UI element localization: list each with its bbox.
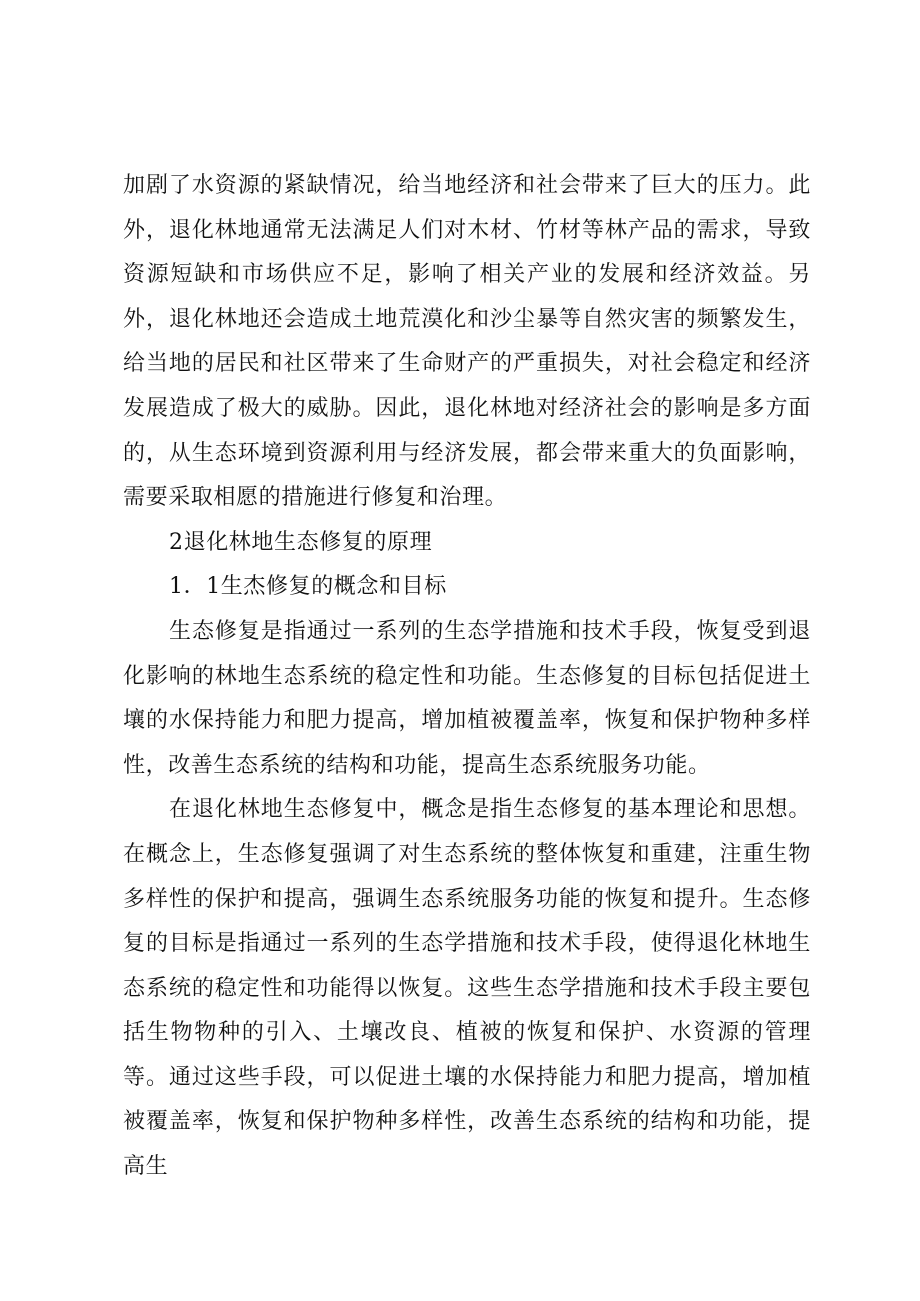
document-body: [123, 164, 811, 1190]
subsection-heading: 1．1生杰修复的概念和目标: [169, 574, 447, 600]
paragraph-concept: 在退化林地生态修复中，概念是指生态修复的基本理论和思想。在概念上，生态修复强调了对生态系统的整体恢复和重建，注重生物多样性的保护和提高，强调生态系统服务功能的恢复和提升。生态修复的目标是指通过一系列的生态学措施和技术手段，使得退化林地生态系统的稳定性和功能得以恢复。这些生态学措施和技术手段主要包括生物物种的引入、土壤改良、植被的恢复和保护、水资源的管理等。通过这些手段，可以促进土壤的水保持能力和肥力提高，增加植被覆盖率，恢复和保护物种多样性，改善生态系统的结构和功能，提高生: [123, 797, 811, 1180]
paragraph-continuation: 加剧了水资源的紧缺情况，给当地经济和社会带来了巨大的压力。此外，退化林地通常无法满足人们对木材、竹材等林产品的需求，导致资源短缺和市场供应不足，影响了相关产业的发展和经济效益。另外，退化林地还会造成土地荒漠化和沙尘暴等自然灾害的频繁发生，给当地的居民和社区带来了生命财产的严重损失，对社会稳定和经济发展造成了极大的威胁。因此，退化林地对经济社会的影响是多方面的，从生态环境到资源利用与经济发展，都会带来重大的负面影响，需要采取相愿的措施进行修复和治理。: [123, 173, 811, 511]
paragraph-definition: 生态修复是指通过一系列的生态学措施和技术手段，恢复受到退化影响的林地生态系统的稳定性和功能。生态修复的目标包括促进土壤的水保持能力和肥力提高，增加植被覆盖率，恢复和保护物种多样性，改善生态系统的结构和功能，提高生态系统服务功能。: [123, 618, 811, 778]
section-heading: 2退化林地生态修复的原理: [169, 529, 433, 555]
